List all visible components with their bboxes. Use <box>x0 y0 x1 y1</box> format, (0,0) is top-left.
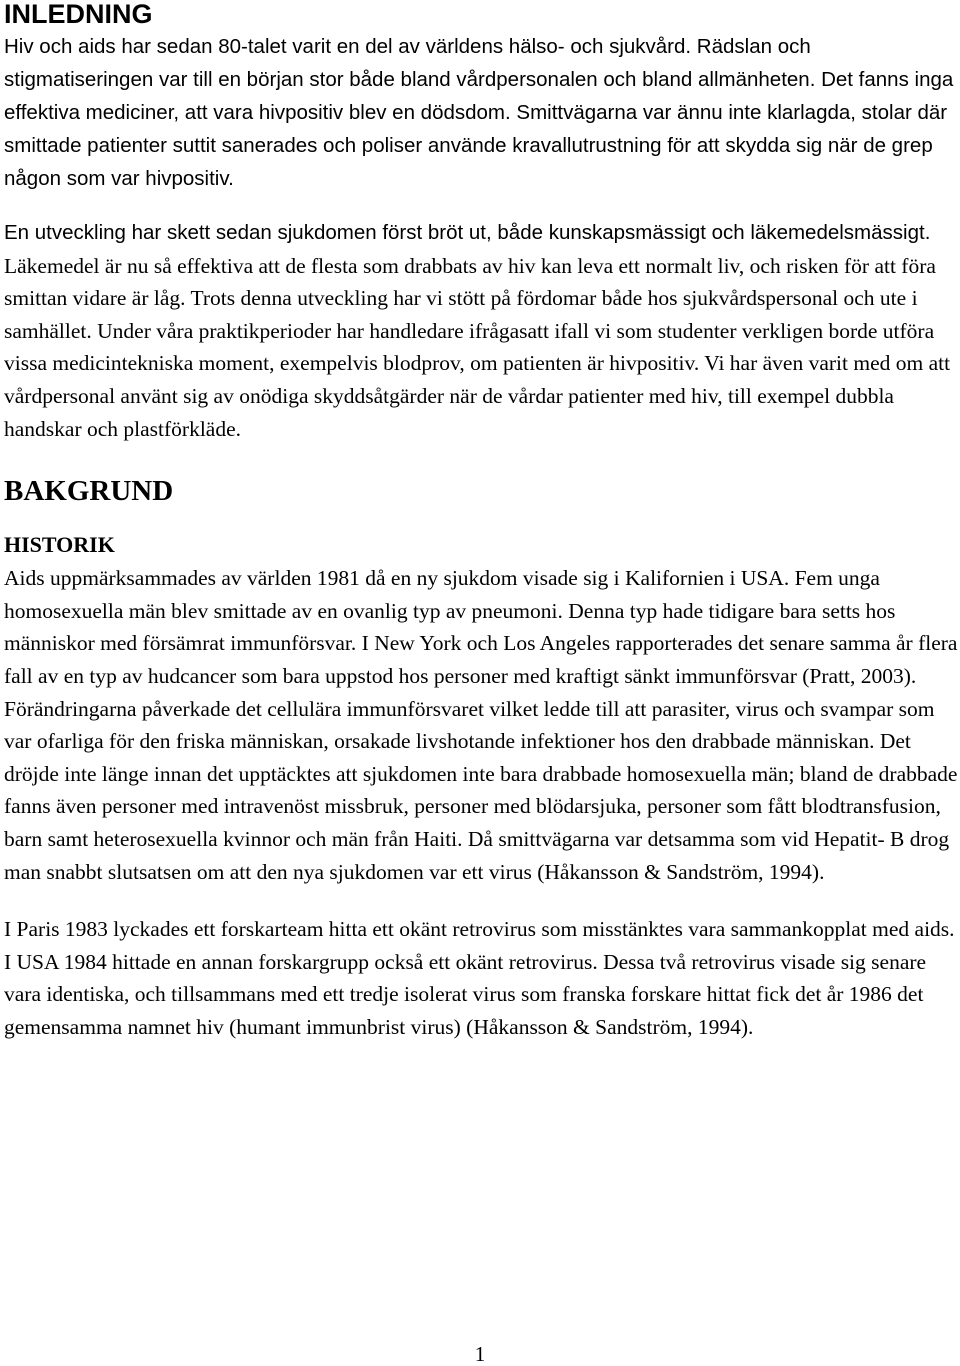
paragraph-inledning-2 <box>4 216 958 445</box>
paragraph-inledning-2-rest: Läkemedel är nu så effektiva att de flesta som drabbats av hiv kan leva ett normalt liv, och risken för att föra smittan vidare är låg. Trots denna utveckling har vi stött på fördomar både hos sjukvårdspersonal och ute i samhället. Under våra praktikperioder har handledare ifrågasatt ifall vi som studenter verkligen borde utföra vissa medicintekniska moment, exempelvis blodprov, om patienten är hivpositiv. Vi har även varit med om att vårdpersonal använt sig av onödiga skyddsåtgärder när de vårdar patienter med hiv, till exempel dubbla handskar och plastförkläde. <box>4 253 951 441</box>
heading-bakgrund: BAKGRUND <box>4 475 174 508</box>
heading-inledning: INLEDNING <box>4 0 153 29</box>
document-page <box>4 0 958 1043</box>
page-number: 1 <box>474 1342 486 1366</box>
paragraph-historik-1: Aids uppmärksammades av världen 1981 då en ny sjukdom visade sig i Kalifornien i USA. Fem unga homosexuella män blev smittade av en ovanlig typ av pneumoni. Denna typ hade tidigare bara setts hos människor med försämrat immunförsvar. I New York och Los Angeles rapporterades det senare samma år flera fall av en typ av hudcancer som bara uppstod hos personer med kraftigt sänkt immunförsvar (Pratt, 2003). Förändringarna påverkade det cellulära immunförsvaret vilket ledde till att parasiter, virus och svampar som var ofarliga för den friska människan, orsakade livshotande infektioner hos den drabbade människan. Det dröjde inte länge innan det upptäcktes att sjukdomen inte bara drabbade homosexuella män; bland de drabbade fanns även personer med intravenöst missbruk, personer med blödarsjuka, personer som fått blodtransfusion, barn samt heterosexuella kvinnor och män från Haiti. Då smittvägarna var detsamma som vid Hepatit- B drog man snabbt slutsatsen om att den nya sjukdomen var ett virus (Håkansson & Sandström, 1994). <box>4 566 958 884</box>
heading-historik: HISTORIK <box>4 532 115 558</box>
paragraph-historik-2: I Paris 1983 lyckades ett forskarteam hitta ett okänt retrovirus som misstänktes vara sammankopplat med aids. I USA 1984 hittade en annan forskargrupp också ett okänt retrovirus. Dessa två retrovirus visade sig senare vara identiska, och tillsammans med ett tredje isolerat virus som franska forskare hittat fick det år 1986 det gemensamma namnet hiv (humant immunbrist virus) (Håkansson & Sandström, 1994). <box>4 917 955 1039</box>
paragraph-inledning-2-lead: En utveckling har skett sedan sjukdomen först bröt ut, både kunskapsmässigt och läkemedelsmässigt. <box>4 221 931 244</box>
paragraph-inledning-1: Hiv och aids har sedan 80-talet varit en del av världens hälso- och sjukvård. Rädslan och stigmatiseringen var till en början stor både bland vårdpersonalen och bland allmänheten. Det fanns inga effektiva mediciner, att vara hivpositiv blev en dödsdom. Smittvägarna var ännu inte klarlagda, stolar där smittade patienter suttit sanerades och poliser använde kravallutrustning för att skydda sig när de grep någon som var hivpositiv. <box>4 35 954 190</box>
